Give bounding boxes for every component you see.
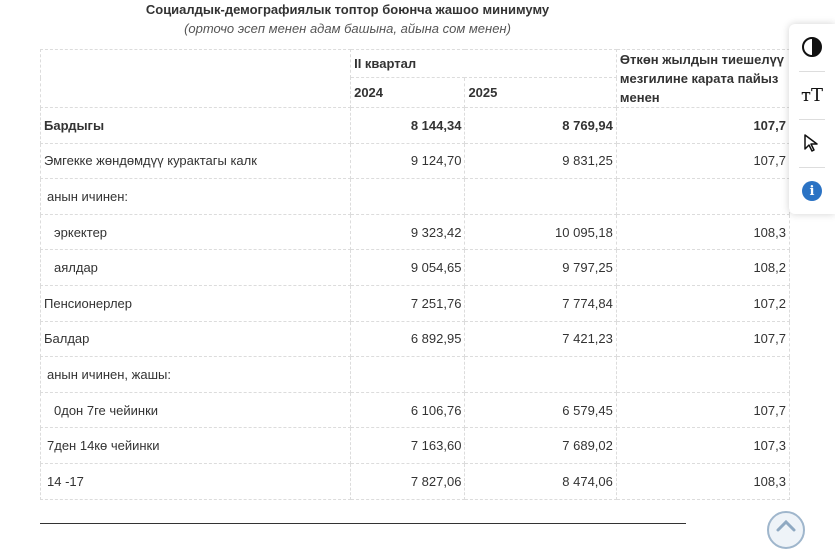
table-subtitle: (орточо эсеп менен адам башына, айына сом менен) [184, 21, 511, 36]
table-row [41, 463, 790, 499]
text-size-button[interactable] [789, 72, 835, 118]
row-label: аялдар [41, 250, 351, 286]
table-title: Социалдык-демографиялык топтор боюнча жашоо минимуму [145, 2, 550, 17]
value-2024: 9 124,70 [351, 143, 465, 179]
table-row [41, 214, 790, 250]
table-row [41, 179, 790, 215]
value-percent [616, 357, 789, 393]
table-row [41, 392, 790, 428]
footnote-divider [40, 523, 686, 524]
row-label: эркектер [41, 214, 351, 250]
value-2024: 6 106,76 [351, 392, 465, 428]
accessibility-toolbar [789, 24, 835, 214]
value-2025: 6 579,45 [465, 392, 616, 428]
value-2024: 9 054,65 [351, 250, 465, 286]
value-percent: 108,3 [616, 463, 789, 499]
table-row [41, 428, 790, 464]
value-percent: 107,7 [616, 392, 789, 428]
value-percent: 108,3 [616, 214, 789, 250]
text-size-icon: тТ [801, 84, 823, 106]
value-percent: 107,3 [616, 428, 789, 464]
value-2024: 7 163,60 [351, 428, 465, 464]
value-2024: 7 827,06 [351, 463, 465, 499]
cursor-icon [803, 133, 821, 153]
value-2025 [465, 357, 616, 393]
scroll-up-icon [769, 515, 803, 533]
row-label: анын ичинен, жашы: [41, 357, 351, 393]
row-label: 0дон 7ге чейинки [41, 392, 351, 428]
info-icon: i [802, 181, 822, 201]
row-label: 14 -17 [41, 463, 351, 499]
row-label: Балдар [41, 321, 351, 357]
value-2025: 10 095,18 [465, 214, 616, 250]
value-2024: 9 323,42 [351, 214, 465, 250]
value-percent: 107,7 [616, 321, 789, 357]
value-2024: 8 144,34 [351, 108, 465, 144]
value-percent: 107,7 [616, 143, 789, 179]
cursor-button[interactable] [789, 120, 835, 166]
value-2025 [465, 179, 616, 215]
header-empty-cell [41, 50, 351, 108]
value-2024: 6 892,95 [351, 321, 465, 357]
value-2025: 9 797,25 [465, 250, 616, 286]
table-row [41, 357, 790, 393]
table-caption [0, 0, 695, 36]
row-label: Эмгекке жөндөмдүү курактагы калк [41, 143, 351, 179]
table-row [41, 250, 790, 286]
living-minimum-table [40, 49, 790, 500]
value-2025: 8 769,94 [465, 108, 616, 144]
value-2025: 8 474,06 [465, 463, 616, 499]
info-button[interactable] [789, 168, 835, 214]
row-label: анын ичинен: [41, 179, 351, 215]
value-percent: 108,2 [616, 250, 789, 286]
value-2024 [351, 179, 465, 215]
table-row [41, 108, 790, 144]
value-2024: 7 251,76 [351, 285, 465, 321]
percent-header: Өткөн жылдын тиешелүү мезгилине карата пайыз менен [616, 50, 789, 108]
value-2025: 7 421,23 [465, 321, 616, 357]
row-label: Пенсионерлер [41, 285, 351, 321]
table-row [41, 143, 790, 179]
scroll-to-top-button[interactable] [767, 511, 805, 549]
year-2025-header: 2025 [465, 78, 616, 108]
contrast-button[interactable] [789, 24, 835, 70]
contrast-icon [801, 36, 823, 58]
value-percent: 107,2 [616, 285, 789, 321]
table-row [41, 321, 790, 357]
value-2025: 7 689,02 [465, 428, 616, 464]
value-percent: 107,7 [616, 108, 789, 144]
value-percent [616, 179, 789, 215]
value-2025: 9 831,25 [465, 143, 616, 179]
value-2025: 7 774,84 [465, 285, 616, 321]
year-2024-header: 2024 [351, 78, 465, 108]
table-row [41, 285, 790, 321]
quarter-header: II квартал [351, 50, 617, 78]
row-label: Бардыгы [41, 108, 351, 144]
value-2024 [351, 357, 465, 393]
row-label: 7ден 14кө чейинки [41, 428, 351, 464]
